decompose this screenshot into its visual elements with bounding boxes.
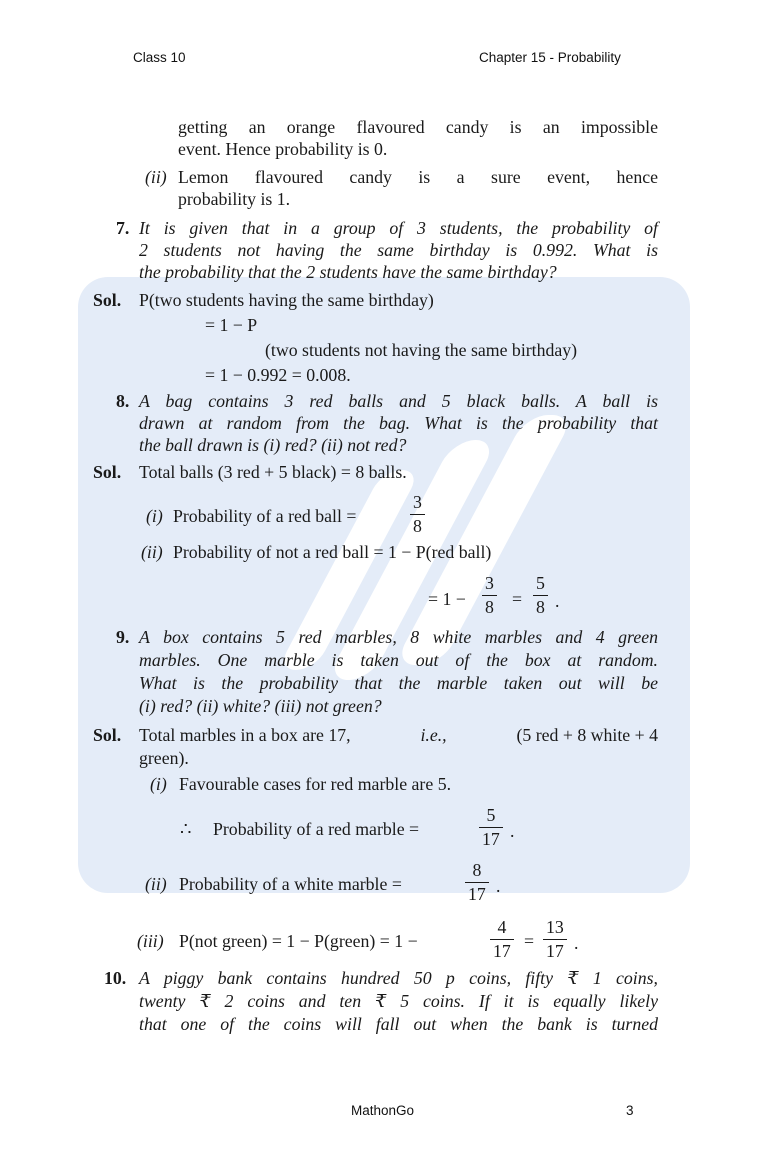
question-7-line-1: It is given that in a group of 3 students, the probability of [139, 218, 658, 238]
question-7-line-3: the probability that the 2 students have the same birthday? [139, 262, 557, 282]
fraction-white-marble [465, 860, 489, 904]
fraction-numerator: 5 [486, 805, 496, 825]
fraction-not-green [543, 917, 567, 961]
fraction-numerator: 4 [497, 917, 507, 937]
solution-9-ii-text: Probability of a white marble = [179, 874, 402, 894]
solution-9-iii-text: P(not green) = 1 − P(green) = 1 − [179, 931, 418, 951]
solution-9-line-2: green). [139, 748, 189, 768]
solution-7-line-1: P(two students having the same birthday) [139, 290, 434, 310]
solution-8-ii-text: Probability of not a red ball = 1 − P(red ball) [173, 542, 492, 562]
fraction-numerator: 13 [546, 917, 564, 937]
solution-9-iii-label: (iii) [137, 931, 164, 951]
fraction-red-marble [479, 805, 503, 849]
solution-8-ii-label: (ii) [141, 542, 163, 562]
fraction-denominator: 17 [493, 941, 511, 961]
fraction-five-eighths [533, 573, 548, 617]
intro-ii-line-1: Lemon flavoured candy is a sure event, hence [178, 167, 658, 187]
footer-brand: MathonGo [351, 1103, 415, 1118]
fraction-bar [533, 595, 548, 596]
question-9-line-1: A box contains 5 red marbles, 8 white marbles and 4 green [139, 627, 658, 647]
question-8-line-2: drawn at random from the bag. What is the probability that [139, 413, 658, 433]
intro-line-2: event. Hence probability is 0. [178, 139, 388, 159]
solution-9-i-text: Favourable cases for red marble are 5. [179, 774, 452, 794]
fraction-denominator: 17 [468, 884, 486, 904]
solution-8-eq-mid: = [512, 589, 523, 609]
solution-9-iii-eq: = [524, 931, 535, 951]
question-10-line-3: that one of the coins will fall out when the bank is turned [139, 1014, 658, 1034]
question-10-line-1: A piggy bank contains hundred 50 p coins, fifty ₹ 1 coins, [139, 968, 658, 988]
question-8-line-1: A bag contains 3 red balls and 5 black balls. A ball is [139, 391, 658, 411]
solution-8-eq-end: . [555, 591, 560, 611]
solution-9-red-text: Probability of a red marble = [213, 819, 420, 839]
question-9-line-3: What is the probability that the marble taken out will be [139, 673, 658, 693]
solution-9-ie: i.e., [420, 725, 447, 745]
question-7-number: 7. [116, 218, 130, 238]
fraction-numerator: 3 [485, 573, 494, 593]
fraction-denominator: 17 [482, 829, 500, 849]
fraction-bar [410, 514, 425, 515]
solution-7-line-3: (two students not having the same birthday) [265, 340, 578, 360]
question-10-line-2: twenty ₹ 2 coins and ten ₹ 5 coins. If it is equally likely [139, 991, 658, 1011]
question-9-line-2: marbles. One marble is taken out of the box at random. [139, 650, 658, 670]
fraction-numerator: 3 [413, 492, 422, 512]
fraction-denominator: 8 [536, 597, 545, 617]
fraction-bar [465, 882, 489, 883]
fraction-bar [543, 939, 567, 940]
solution-9-i-label: (i) [150, 774, 167, 794]
solution-8-i-text: Probability of a red ball = [173, 506, 357, 526]
intro-ii-label: (ii) [145, 167, 167, 187]
solution-9-line-1c: (5 red + 8 white + 4 [516, 725, 658, 745]
intro-line-1: getting an orange flavoured candy is an impossible [178, 117, 658, 137]
solution-7-label: Sol. [93, 290, 122, 310]
fraction-three-eighths [482, 573, 497, 617]
page-number: 3 [626, 1103, 634, 1118]
solution-8-eq-prefix: = 1 − [428, 589, 466, 609]
solution-9-line-1 [139, 724, 658, 746]
solution-8-line-1: Total balls (3 red + 5 black) = 8 balls. [139, 462, 407, 482]
header-chapter-label: Chapter 15 - Probability [479, 50, 621, 65]
question-8-number: 8. [116, 391, 130, 411]
solution-7-line-4: = 1 − 0.992 = 0.008. [205, 365, 351, 385]
fraction-denominator: 17 [546, 941, 564, 961]
fraction-bar [490, 939, 514, 940]
fraction-numerator: 5 [536, 573, 545, 593]
fraction-green-marble [490, 917, 514, 961]
solution-9-iii-dot: . [574, 933, 579, 953]
fraction-numerator: 8 [472, 860, 482, 880]
solution-8-i-label: (i) [146, 506, 163, 526]
solution-8-label: Sol. [93, 462, 122, 482]
solution-9-white-dot: . [496, 876, 501, 896]
solution-7-line-2: = 1 − P [205, 315, 258, 335]
intro-ii-line-2: probability is 1. [178, 189, 291, 209]
question-10-number: 10. [104, 968, 127, 988]
question-7-line-2: 2 students not having the same birthday is 0.992. What is [139, 240, 658, 260]
question-9-line-4: (i) red? (ii) white? (iii) not green? [139, 696, 382, 716]
solution-9-ii-label: (ii) [145, 874, 167, 894]
solution-9-red-dot: . [510, 821, 515, 841]
fraction-denominator: 8 [413, 516, 422, 536]
header-class-label: Class 10 [133, 50, 186, 65]
question-8-line-3: the ball drawn is (i) red? (ii) not red? [139, 435, 407, 455]
therefore-symbol: ∴ [180, 819, 192, 839]
solution-9-label: Sol. [93, 725, 122, 745]
fraction-bar [479, 827, 503, 828]
solution-9-line-1a: Total marbles in a box are 17, [139, 725, 351, 745]
fraction-red-ball [410, 492, 425, 536]
fraction-denominator: 8 [485, 597, 494, 617]
question-9-number: 9. [116, 627, 130, 647]
fraction-bar [482, 595, 497, 596]
